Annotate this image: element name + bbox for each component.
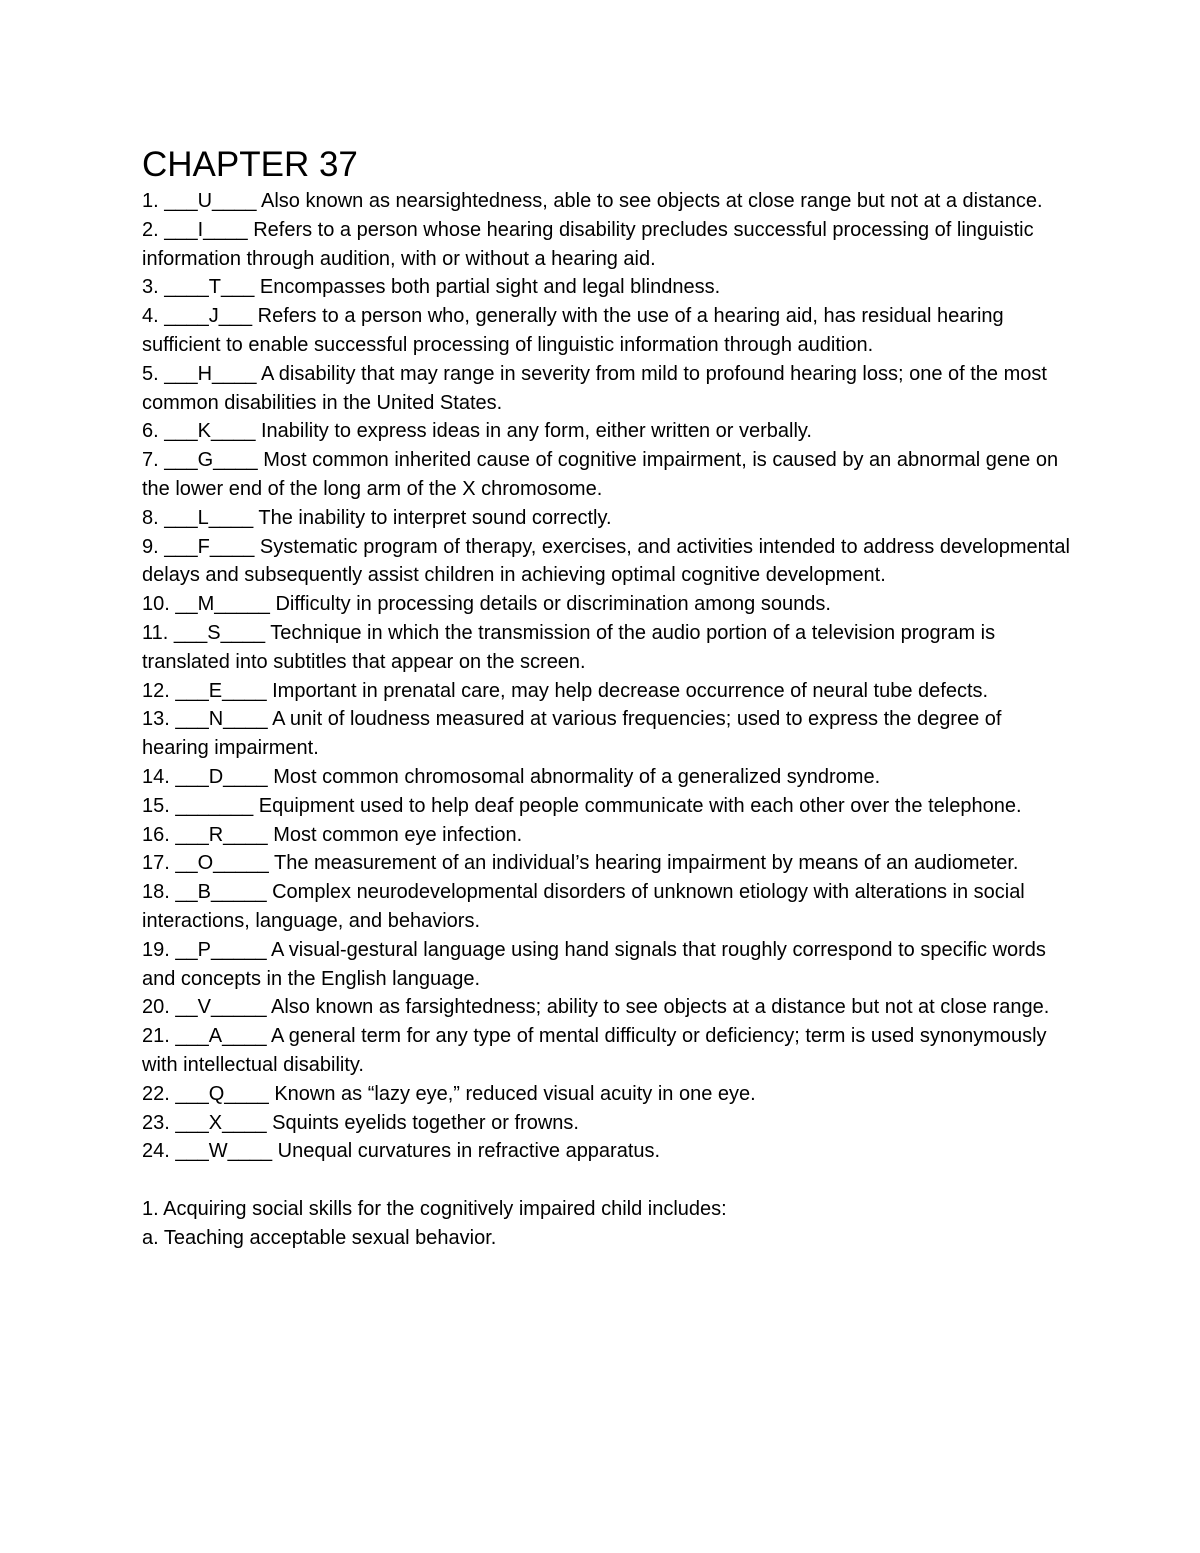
list-item: 10. __M_____ Difficulty in processing details or discrimination among sounds. [142, 593, 831, 616]
list-item: 16. ___R____ Most common eye infection. [142, 823, 523, 846]
list-item: 17. __O_____ The measurement of an individual’s hearing impairment by means of an audiometer. [142, 852, 1019, 875]
list-item: 24. ___W____ Unequal curvatures in refractive apparatus. [142, 1140, 661, 1163]
list-item: 7. ___G____ Most common inherited cause of cognitive impairment, is caused by an abnormal gene on the lower end of the long arm of the X chromosome. [142, 449, 1059, 500]
list-item: 15. _______ Equipment used to help deaf people communicate with each other over the telephone. [142, 794, 1022, 817]
list-item: 3. ____T___ Encompasses both partial sight and legal blindness. [142, 276, 721, 299]
list-item: 18. __B_____ Complex neurodevelopmental disorders of unknown etiology with alterations in social interactions, language, and behaviors. [142, 881, 1025, 932]
list-item: 4. ____J___ Refers to a person who, generally with the use of a hearing aid, has residual hearing sufficient to enable successful processing of linguistic information through audition. [142, 305, 1004, 356]
list-item: 9. ___F____ Systematic program of therapy, exercises, and activities intended to address developmental delays and subsequently assist children in achieving optimal cognitive development. [142, 535, 1070, 587]
list-item: 22. ___Q____ Known as “lazy eye,” reduced visual acuity in one eye. [142, 1082, 756, 1105]
question-text: 1. Acquiring social skills for the cognitively impaired child includes: [142, 1197, 727, 1220]
section-spacer [142, 1166, 1072, 1195]
list-item: 6. ___K____ Inability to express ideas in any form, either written or verbally. [142, 420, 812, 443]
list-item: 8. ___L____ The inability to interpret sound correctly. [142, 506, 612, 529]
list-item: 23. ___X____ Squints eyelids together or frowns. [142, 1111, 579, 1134]
list-item: 1. ___U____ Also known as nearsightedness, able to see objects at close range but not at a distance. [142, 190, 1043, 212]
answer-option-a: a. Teaching acceptable sexual behavior. [142, 1226, 497, 1249]
document-page [142, 145, 1072, 1252]
list-item: 21. ___A____ A general term for any type of mental difficulty or deficiency; term is used synonymously with intellectual disability. [142, 1025, 1047, 1076]
matching-list [142, 187, 1072, 1166]
list-item: 14. ___D____ Most common chromosomal abnormality of a generalized syndrome. [142, 765, 881, 788]
list-item: 19. __P_____ A visual-gestural language using hand signals that roughly correspond to specific words and concepts in the English language. [142, 938, 1046, 990]
list-item: 11. ___S____ Technique in which the transmission of the audio portion of a television program is translated into subtitles that appear on the screen. [142, 621, 996, 673]
list-item: 13. ___N____ A unit of loudness measured at various frequencies; used to express the degree of hearing impairment. [142, 708, 1002, 760]
list-item: 20. __V_____ Also known as farsightedness; ability to see objects at a distance but not at close range. [142, 996, 1050, 1019]
list-item: 2. ___I____ Refers to a person whose hearing disability precludes successful processing of linguistic information through audition, with or without a hearing aid. [142, 218, 1034, 270]
list-item: 5. ___H____ A disability that may range in severity from mild to profound hearing loss; one of the most common disabilities in the United States. [142, 362, 1047, 414]
list-item: 12. ___E____ Important in prenatal care, may help decrease occurrence of neural tube defects. [142, 679, 989, 702]
chapter-title: CHAPTER 37 [142, 145, 358, 184]
